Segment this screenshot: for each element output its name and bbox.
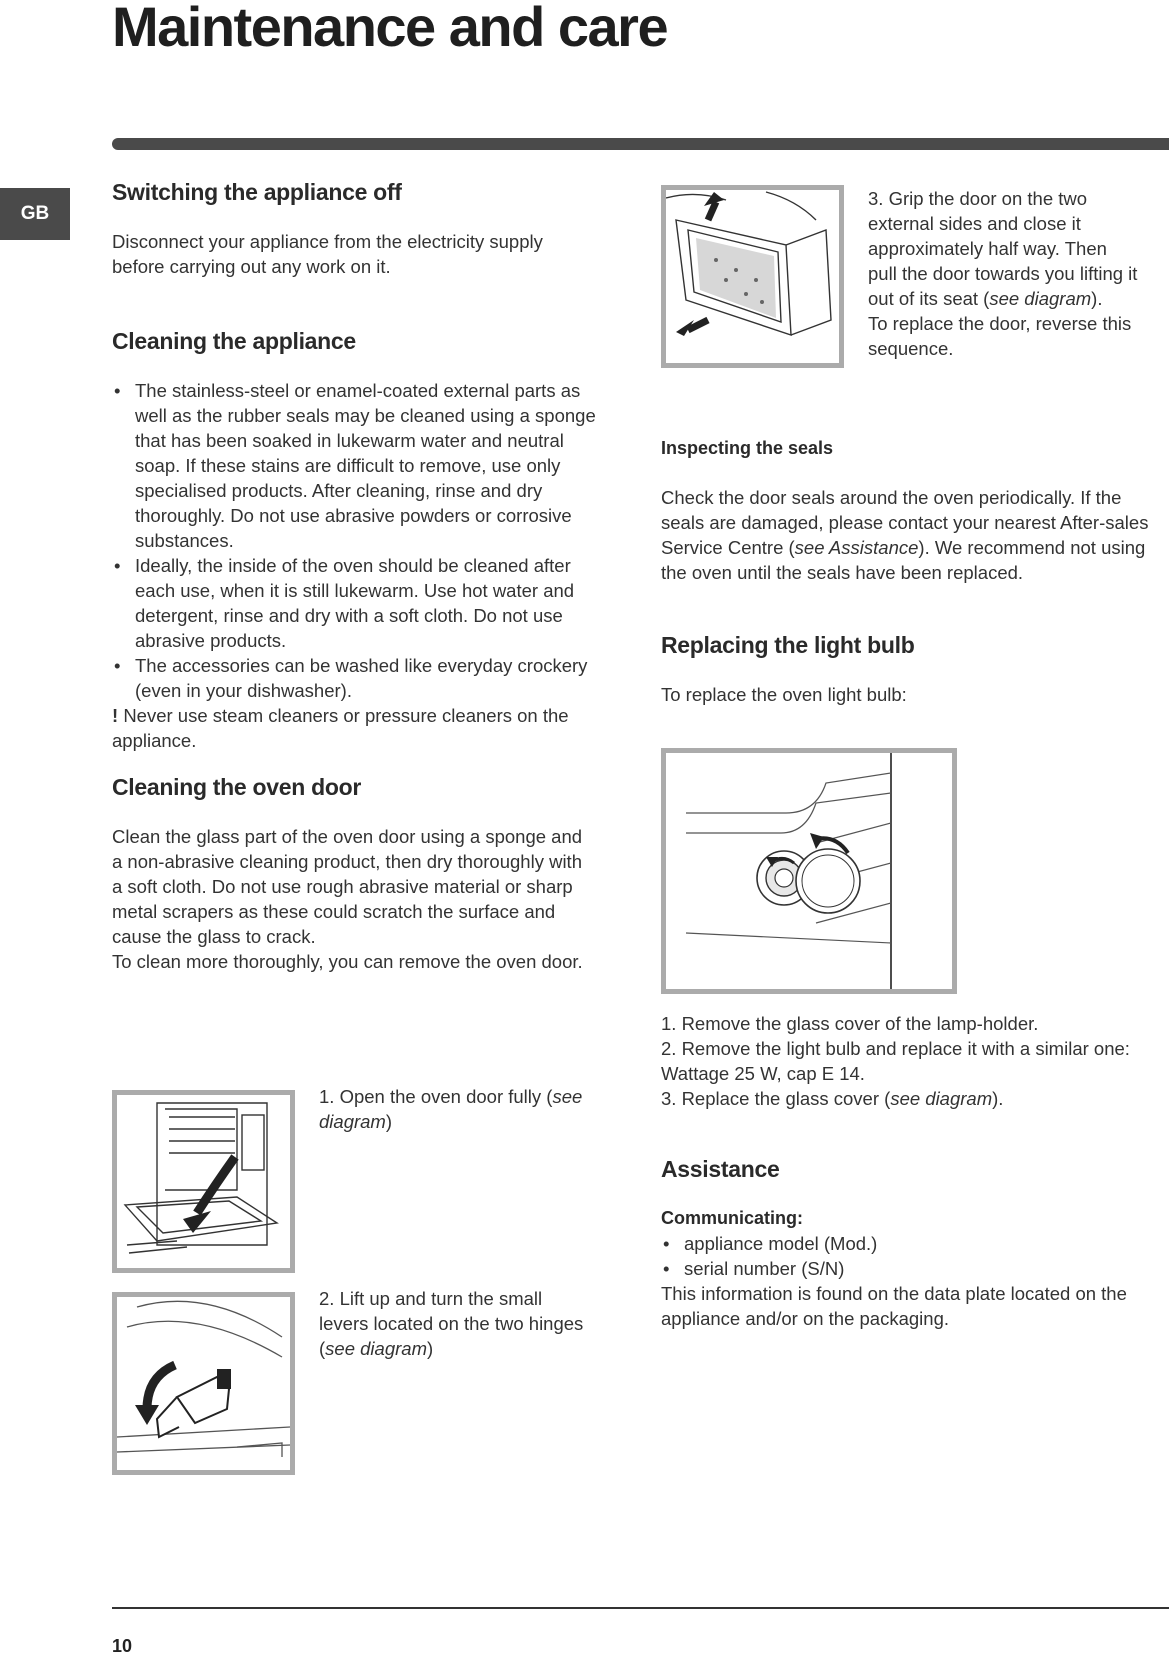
bulb-heading: Replacing the light bulb (661, 632, 915, 658)
list-item: • serial number (S/N) (661, 1256, 1151, 1281)
seals-section (661, 436, 1151, 707)
oven-door-heading: Cleaning the oven door (112, 774, 361, 800)
cleaning-list (112, 378, 597, 703)
open-door-illustration (117, 1095, 290, 1268)
switching-heading: Switching the appliance off (112, 179, 402, 205)
bulb-step-1: 1. Remove the glass cover of the lamp-holder. (661, 1013, 1039, 1034)
footer-divider (112, 1607, 1169, 1609)
bulb-step-2: 2. Remove the light bulb and replace it with a similar one: Wattage 25 W, cap E 14. (661, 1038, 1130, 1084)
title-divider (112, 138, 1169, 150)
list-item: • The accessories can be washed like everyday crockery (even in your dishwasher). (112, 653, 597, 703)
door-step-3: 3. Grip the door on the two external sides and close it approximately half way. Then pull the door towards you lifting it out of its seat (see diagram). To replace the door, reverse this sequence. (868, 188, 1138, 359)
hinge-lever-illustration (117, 1297, 290, 1470)
assistance-body: This information is found on the data plate located on the appliance and/or on the packaging. (661, 1283, 1127, 1329)
oven-door-body-2: To clean more thoroughly, you can remove the oven door. (112, 951, 583, 972)
hinge-lever-diagram (112, 1292, 295, 1475)
list-item: • Ideally, the inside of the oven should be cleaned after each use, when it is still lukewarm. Use hot water and detergent, rinse and dry with a soft cloth. Do not use abrasive products. (112, 553, 597, 653)
list-item: • appliance model (Mod.) (661, 1231, 1151, 1256)
warning-note (112, 703, 597, 753)
assistance-list (661, 1231, 1151, 1281)
bulb-steps (661, 1011, 1151, 1331)
bulb-intro: To replace the oven light bulb: (661, 684, 907, 705)
door-step-1: 1. Open the oven door fully (see diagram) (319, 1086, 583, 1132)
list-item: • The stainless-steel or enamel-coated external parts as well as the rubber seals may be cleaned using a sponge that has been soaked in lukewarm water and neutral soap. If these stains are difficult to remove, use only specialised products. After cleaning, rinse and dry thoroughly. Do not use abrasive powders or corrosive substances. (112, 378, 597, 553)
assistance-subheading: Communicating: (661, 1208, 803, 1228)
page-number: 10 (112, 1636, 133, 1656)
page-title: Maintenance and care (112, 0, 668, 58)
open-door-diagram (112, 1090, 295, 1273)
door-step-2: 2. Lift up and turn the small levers located on the two hinges (see diagram) (319, 1288, 584, 1359)
remove-door-diagram (661, 185, 844, 368)
bulb-step-3: 3. Replace the glass cover (see diagram). (661, 1088, 1004, 1109)
remove-door-illustration (666, 190, 839, 363)
seals-heading: Inspecting the seals (661, 438, 834, 458)
light-bulb-illustration (666, 753, 952, 989)
assistance-heading: Assistance (661, 1156, 780, 1182)
switching-body: Disconnect your appliance from the electricity supply before carrying out any work on it. (112, 231, 543, 277)
oven-door-body: Clean the glass part of the oven door using a sponge and a non-abrasive cleaning product, then dry thoroughly with a soft cloth. Do not use rough abrasive material or sharp metal scrapers as these could scratch the surface and cause the glass to crack. (112, 826, 583, 947)
warning-text: Never use steam cleaners or pressure cleaners on the appliance. (112, 705, 569, 751)
language-tab: GB (0, 188, 70, 240)
left-column (112, 180, 597, 974)
cleaning-heading: Cleaning the appliance (112, 328, 356, 354)
light-bulb-diagram (661, 748, 957, 994)
seals-body: Check the door seals around the oven periodically. If the seals are damaged, please contact your nearest After-sales Service Centre (see Assistance). We recommend not using the oven until the seals have been replaced. (661, 487, 1149, 583)
warning-mark: ! (112, 705, 119, 726)
